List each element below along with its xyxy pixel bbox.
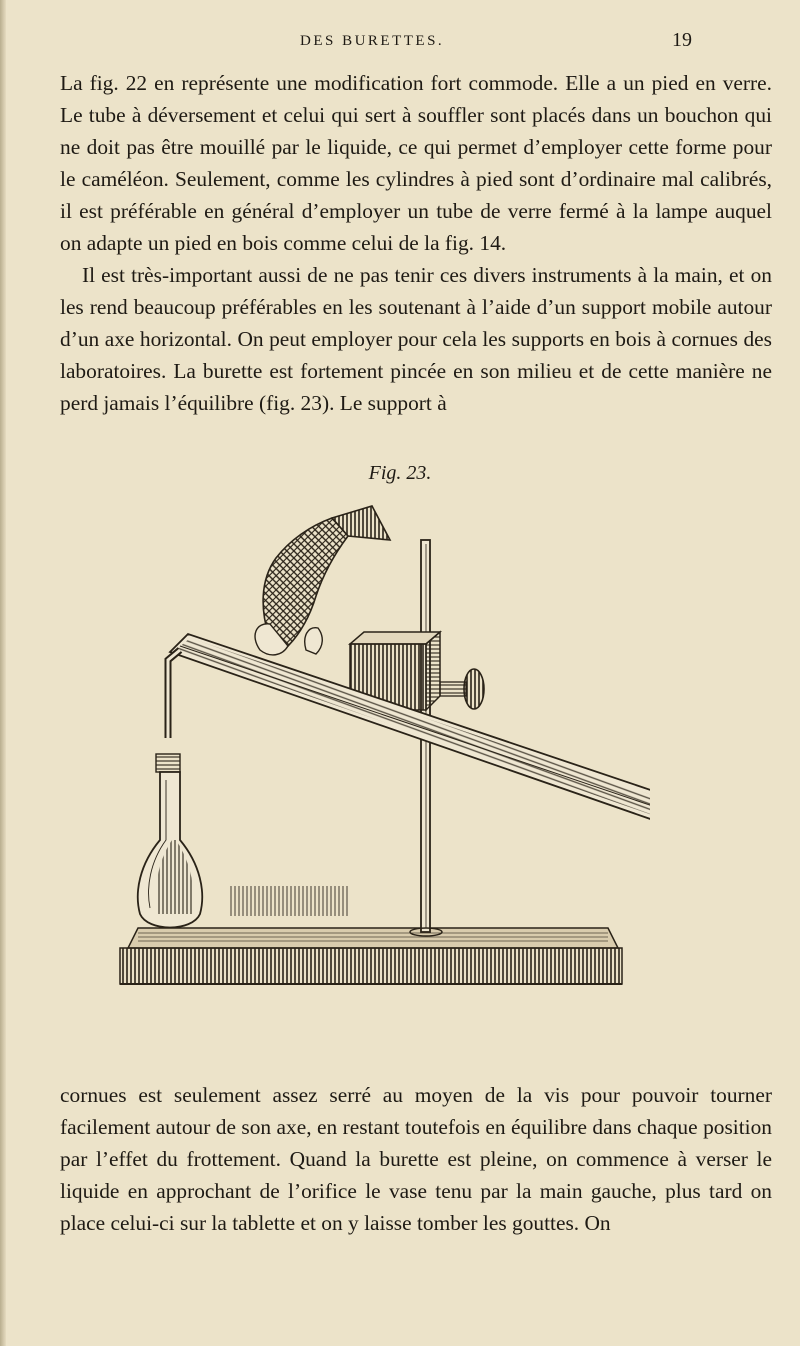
text-line: en bois à cornues des laboratoires. La burette est fortement pincée en son <box>60 327 772 383</box>
engraving-svg <box>110 500 650 1080</box>
text-line: verser le liquide en approchant de l’orifice le vase tenu par la main gauche, <box>60 1147 772 1203</box>
clamp-screw <box>440 669 484 709</box>
running-head <box>0 29 800 57</box>
text-line: plus tard on place celui-ci sur la tablette et on y laisse tomber les gouttes. On <box>60 1179 772 1235</box>
delivery-tube <box>168 650 180 738</box>
paragraph-continuation <box>60 1079 772 1239</box>
page-number: 19 <box>672 29 692 51</box>
text-line: et on les rend beaucoup préférables en les soutenant à l’aide d’un support <box>60 263 772 319</box>
text-line: fig. 14. <box>444 231 507 255</box>
page-edge-shadow <box>0 0 6 1346</box>
text-line: facilement autour de son axe, en restant toutefois en équilibre dans chaque <box>60 1115 698 1139</box>
paragraph-figure-22 <box>60 67 772 259</box>
text-line: milieu et de cette manière ne perd jamais l’équilibre (fig. 23). Le support à <box>60 359 772 415</box>
text-line: mobile autour d’un axe horizontal. On peut employer pour cela les supports <box>60 295 772 351</box>
text-line: La fig. 22 en représente une modification fort commode. Elle a un pied en <box>60 71 716 95</box>
text-line: d’ordinaire mal calibrés, il est préférable en général d’employer un tube de <box>60 167 772 223</box>
figure-caption: Fig. 23. <box>368 462 432 484</box>
text-line: bouchon qui ne doit pas être mouillé par le liquide, ce qui permet d’employer <box>60 103 772 159</box>
flask-illustration <box>138 754 350 928</box>
text-line: cornues est seulement assez serré au moyen de la vis pour pouvoir tourner <box>60 1083 772 1107</box>
running-title: DES BURETTES. <box>300 33 445 49</box>
text-line: position par l’effet du frottement. Quand la burette est pleine, on commence à <box>60 1115 772 1171</box>
text-line: Il est très-important aussi de ne pas tenir ces divers instruments à la main, <box>82 263 723 287</box>
text-block-bottom <box>60 1079 772 1239</box>
text-line: verre fermé à la lampe auquel on adapte un pied en bois comme celui de la <box>60 199 772 255</box>
paragraph-support <box>60 259 772 419</box>
text-line: verre. Le tube à déversement et celui qui sert à souffler sont placés dans un <box>60 71 772 127</box>
text-line: cette forme pour le caméléon. Seulement, comme les cylindres à pied sont <box>60 135 772 191</box>
base-board <box>120 928 622 984</box>
figure-illustration <box>110 500 650 1080</box>
text-block-top <box>60 67 772 419</box>
